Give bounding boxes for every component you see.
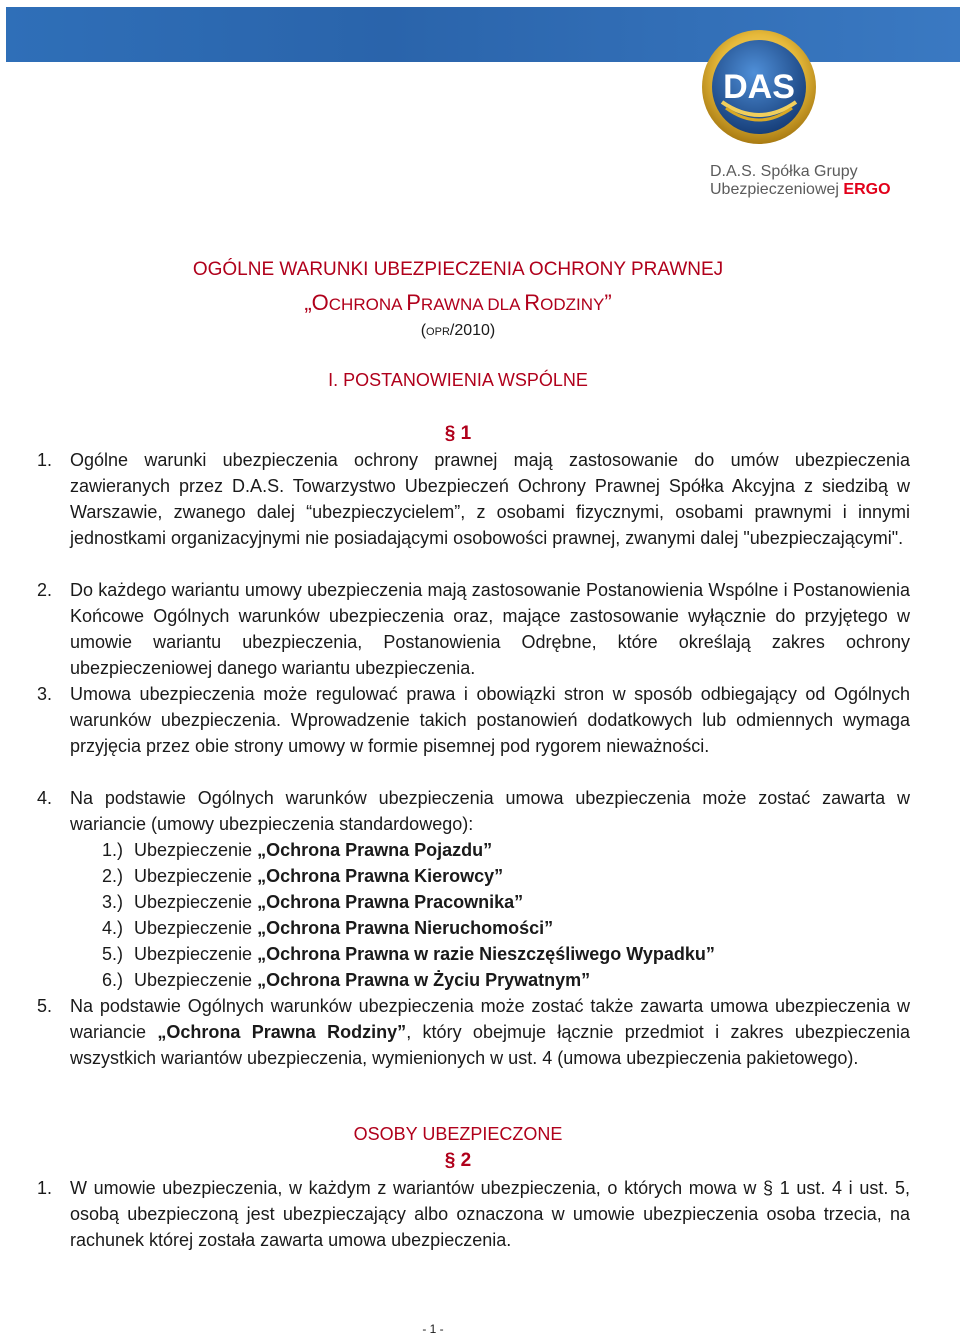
variant-name: „Ochrona Prawna w razie Nieszczęśliwego Wypadku”: [257, 944, 715, 964]
variant-prefix: Ubezpieczenie: [134, 918, 258, 938]
item-text: W umowie ubezpieczenia, w każdym z wariantów ubezpieczenia, o których mowa w § 1 ust. 4 i ust. 5, osobą ubezpieczoną jest ubezpieczający albo oznaczona w umowie ubezpieczenia osoba trzecia, na rachunek której została zawarta umowa ubezpieczenia.: [70, 1178, 910, 1250]
subtitle-part: ”: [604, 290, 612, 315]
variant-item: [134, 837, 492, 863]
variant-name: „Ochrona Prawna Pojazdu”: [257, 840, 493, 860]
variant-prefix: Ubezpieczenie: [134, 892, 258, 912]
variant-number: 5.): [102, 944, 124, 964]
paragraph-sign-2: § 2: [444, 1150, 472, 1171]
section-title-insured: OSOBY UBEZPIECZONE: [353, 1124, 563, 1144]
item-number: 5.: [37, 996, 53, 1016]
subtitle-part: RAWNA DLA: [420, 295, 525, 314]
item-number: 1.: [37, 450, 53, 470]
item-text: Do każdego wariantu umowy ubezpieczenia mają zastosowanie Postanowienia Wspólne i Postanowienia Końcowe Ogólnych warunków ubezpieczenia oraz, mające zastosowanie wyłącznie do przyjętego w umowie wariantu ubezpieczenia, Postanowienia Odrębne, które określają zakres ochrony ubezpieczeniowej danego wariantu ubezpieczenia.: [70, 580, 910, 678]
variant-number: 3.): [102, 892, 124, 912]
code-rest: /2010): [449, 322, 496, 339]
item5-text-before: Na podstawie Ogólnych warunków ubezpieczenia może zostać także zawarta umowa ubezpieczenia w wariancie: [70, 996, 910, 1042]
item-number: 2.: [37, 580, 53, 600]
ergo-brand: ERGO: [843, 181, 891, 198]
item-text: [70, 993, 910, 1071]
item-number: 4.: [37, 788, 53, 808]
company-line2-prefix: Ubezpieczeniowej: [710, 181, 844, 198]
document-subtitle: [0, 290, 916, 316]
variant-name: „Ochrona Prawna Pracownika”: [257, 892, 524, 912]
variant-prefix: Ubezpieczenie: [134, 840, 258, 860]
paragraph-sign-1: § 1: [444, 423, 472, 444]
logo-text: DAS: [723, 68, 795, 106]
item5-text-after: , który obejmuje łącznie przedmiot i zakres ubezpieczenia wszystkich wariantów ubezpieczenia, wymienionych w ust. 4 (umowa ubezpieczenia pakietowego).: [70, 1022, 910, 1068]
variant-prefix: Ubezpieczenie: [134, 944, 258, 964]
item-text: Umowa ubezpieczenia może regulować prawa i obowiązki stron w sposób odbiegający od Ogólnych warunków ubezpieczenia. Wprowadzenie takich postanowień dodatkowych lub odmiennych wymaga przyjęcia przez obie strony umowy w formie pisemnej pod rygorem nieważności.: [70, 684, 910, 756]
document-title: OGÓLNE WARUNKI UBEZPIECZENIA OCHRONY PRAWNEJ: [192, 259, 724, 280]
variant-name: „Ochrona Prawna Kierowcy”: [257, 866, 504, 886]
variant-item: [134, 889, 523, 915]
section-title-general: I. POSTANOWIENIA WSPÓLNE: [328, 370, 588, 390]
subtitle-part: P: [406, 290, 421, 315]
variant-item: [134, 941, 715, 967]
das-logo: [700, 28, 818, 146]
item-number: 1.: [37, 1178, 53, 1198]
variant-number: 2.): [102, 866, 124, 886]
item-text: Ogólne warunki ubezpieczenia ochrony prawnej mają zastosowanie do umów ubezpieczenia zawieranych przez D.A.S. Towarzystwo Ubezpieczeń Ochrony Prawnej Spółka Akcyjna z siedzibą w Warszawie, zwanego dalej “ubezpieczycielem”, z osobami fizycznymi, osobami prawnymi i innymi jednostkami organizacyjnymi nie posiadającymi osobowości prawnej, zwanymi dalej "ubezpieczającymi".: [70, 450, 910, 548]
code-open: (: [420, 322, 427, 339]
variant-name: „Ochrona Prawna Nieruchomości”: [257, 918, 554, 938]
variant-item: [134, 863, 503, 889]
page-number: - 1 -: [422, 1322, 444, 1336]
variant-item: [134, 915, 553, 941]
variant-name: „Ochrona Prawna w Życiu Prywatnym”: [257, 970, 591, 990]
variant-prefix: Ubezpieczenie: [134, 866, 258, 886]
item-number: 3.: [37, 684, 53, 704]
company-line1: D.A.S. Spółka Grupy: [710, 163, 858, 180]
variant-number: 4.): [102, 918, 124, 938]
variant-prefix: Ubezpieczenie: [134, 970, 258, 990]
subtitle-part: „O: [304, 290, 329, 315]
document-code: [0, 322, 916, 340]
code-sc: OPR: [426, 326, 450, 338]
subtitle-part: R: [524, 290, 541, 315]
item-text: Na podstawie Ogólnych warunków ubezpieczenia umowa ubezpieczenia może zostać zawarta w wariancie (umowy ubezpieczenia standardowego):: [70, 788, 910, 834]
variant-number: 1.): [102, 840, 124, 860]
variant-number: 6.): [102, 970, 124, 990]
subtitle-part: CHRONA: [328, 295, 407, 314]
item5-text-bold: „Ochrona Prawna Rodziny”: [157, 1022, 407, 1042]
variant-item: [134, 967, 590, 993]
subtitle-part: ODZINY: [540, 295, 605, 314]
company-line2: [710, 180, 891, 200]
